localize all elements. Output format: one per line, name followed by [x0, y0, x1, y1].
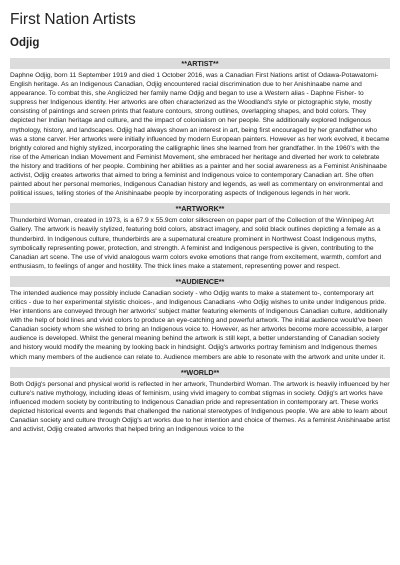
artwork-section-heading: **ARTWORK**: [10, 203, 390, 214]
world-section-text: Both Odjig's personal and physical world is reflected in her artwork, Thunderbird Woman. The artwork is heavily influenced by her culture's native mythology, including ideas of feminism, using vivid imagery to combat stigmas in society. Odjig's art works have influenced modern society by contributing to Indigenous Canadian pride and representation in contemporary art. These works depicted historical events and legends that challenged the national stereotypes of Indigenous people. We are able to learn about Canadian society and culture through Odjig's art works due to her intention and choice of themes. As a feminist Anishinaabe artist and activist, Odjig created artworks that helped bring an Indigenous voice to the: [10, 380, 391, 434]
document-title: First Nation Artists: [10, 11, 136, 28]
artist-section-heading: **ARTIST**: [10, 58, 390, 69]
audience-section-heading: **AUDIENCE**: [10, 276, 390, 287]
artwork-section-text: Thunderbird Woman, created in 1973, is a 67.9 x 55.9cm color silkscreen on paper part of the Collection of the Winnipeg Art Gallery. The artwork is heavily stylized, featuring bold colors, abstract imagery, and solid black outlines depicting a female as a thunderbird. In Indigenous culture, thunderbirds are a supernatural creature prominent in Northwest Coast Indigenous myths, symbolically representing power, protection, and strength. A feminist and Indigenous perspective is given, contributing to the Canadian art scene. The use of vivid analogous warm colors evoke emotions that range from excitement, warmth, comfort and enthusiasm, to feelings of anger and hostility. The thick lines make a statement, representing power and respect.: [10, 217, 382, 270]
audience-section-text: The intended audience may possibly include Canadian society - who Odjig wants to make a statement to-, contemporary art critics - due to her experimental stylistic choices-, and Indigenous Canadians -who Odjig wishes to unite under Indigenous pride. Her intentions are conveyed through her artworks' subject matter featuring elements of Indigenous Canadian culture, additionally with the help of bold lines and vivid colors to produce an eye-catching and powerful artwork. The initial audience would've been Canadian society whom she wished to bring an Indigenous voice to. However, as her artworks become more accessible, a larger audience is developed. Whilst the general meaning behind the artwork is still kept, a better understanding of Canadian society and history would modify the meaning by looking back in hindsight. Odjig's artworks portray feminism and Indigenous themes which many members of the audience can relate to. Audience members are able to resonate with the artwork and unite under it.: [10, 289, 388, 361]
artist-section-text: Daphne Odjig, born 11 September 1919 and died 1 October 2016, was a Canadian First Nations artist of Odawa-Potawatomi-English heritage. As an Indigenous Canadian, Odjig encountered racial discrimination due to her Anishinaabe name and appearance. To combat this, she Anglicized her family name Odjig and began to use a Western alias - Daphne Fisher- to suppress her Indigenous identity. Her artworks are often characterized as the Woodland's style or pictographic style, mostly consisting of paintings and screen prints that feature contours, strong outlines, overlapping shapes, and bold colors. They depicted her Indian heritage and culture, and the impact of colonialism on her people. She additionally explored Indigenous mythology, history, and landscapes. Odjig had always shown an interest in art, being first encouraged by her grandfather who was a stone carver. Her artworks were initially influenced by modern European painters. However as her work evolved, it became brightly colored and highly stylized, incorporating the calligraphic lines she learned from her grandfather. In the 1960's with the rise of the American Indian Movement and Feminist Movement, she embraced her heritage and diverted her work to celebrate the history and traditions of her people. Combining her abilities as a painter and her social awareness as a Feminist Anishinaabe activist, Odjig creates artworks that aimed to bring a feminist and Indigenous voice to contemporary Canadian art. She often painted about her personal memories, Indigenous Canadian history and legends, as well as commentary on environmental and political issues, telling stories of the Anishinaabe people by incorporating aspects of Indigenous legends in her work.: [10, 72, 390, 198]
world-section-heading: **WORLD**: [10, 367, 390, 378]
artist-name-heading: Odjig: [10, 37, 40, 49]
